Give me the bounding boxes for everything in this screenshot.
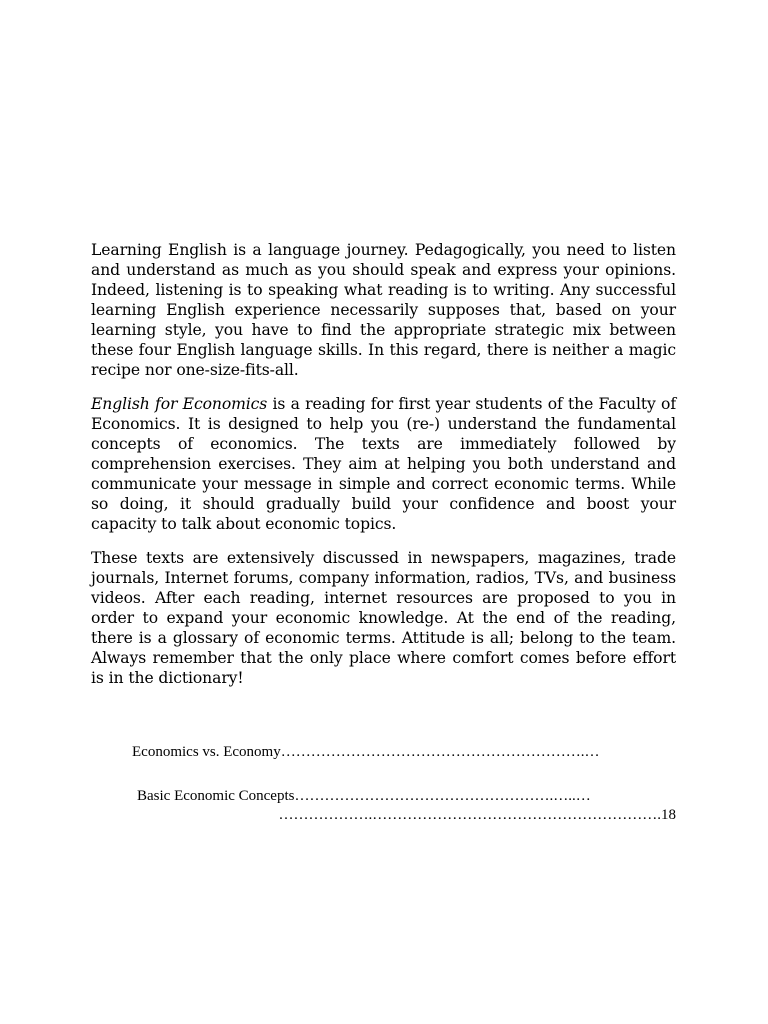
- paragraph-resources: These texts are extensively discussed in newspapers, magazines, trade journals, Internet forums, company information, radios, TVs, and business videos. After each reading, internet resources are proposed to you in order to expand your economic knowledge. At the end of the reading, there is a glossary of economic terms. Attitude is all; belong to the team. Always remember that the only place where comfort comes before effort is in the dictionary!: [91, 549, 676, 687]
- toc-entry-economics-vs-economy[interactable]: Economics vs. Economy…………………………………………………….…: [132, 744, 600, 760]
- paragraph-about-book: [91, 394, 676, 534]
- preface-body: [91, 240, 676, 702]
- toc-entry-page-number: ……………….………………………………………………….18: [278, 807, 676, 823]
- paragraph-about-book-text: is a reading for first year students of the Faculty of Economics. It is designed to help you (re-) understand the fundamental concepts of economics. The texts are immediately followed by comprehension exercises. They aim at helping you both understand and communicate your message in simple and correct economic terms. While so doing, it should gradually build your confidence and boost your capacity to talk about economic topics.: [91, 395, 676, 533]
- paragraph-intro: Learning English is a language journey. Pedagogically, you need to listen and understand as much as you should speak and express your opinions. Indeed, listening is to speaking what reading is to writing. Any successful learning English experience necessarily supposes that, based on your learning style, you have to find the appropriate strategic mix between these four English language skills. In this regard, there is neither a magic recipe nor one-size-fits-all.: [91, 241, 676, 379]
- book-title: English for Economics: [91, 395, 268, 413]
- toc-entry-basic-economic-concepts[interactable]: Basic Economic Concepts…………………………………………….…..…: [137, 788, 591, 804]
